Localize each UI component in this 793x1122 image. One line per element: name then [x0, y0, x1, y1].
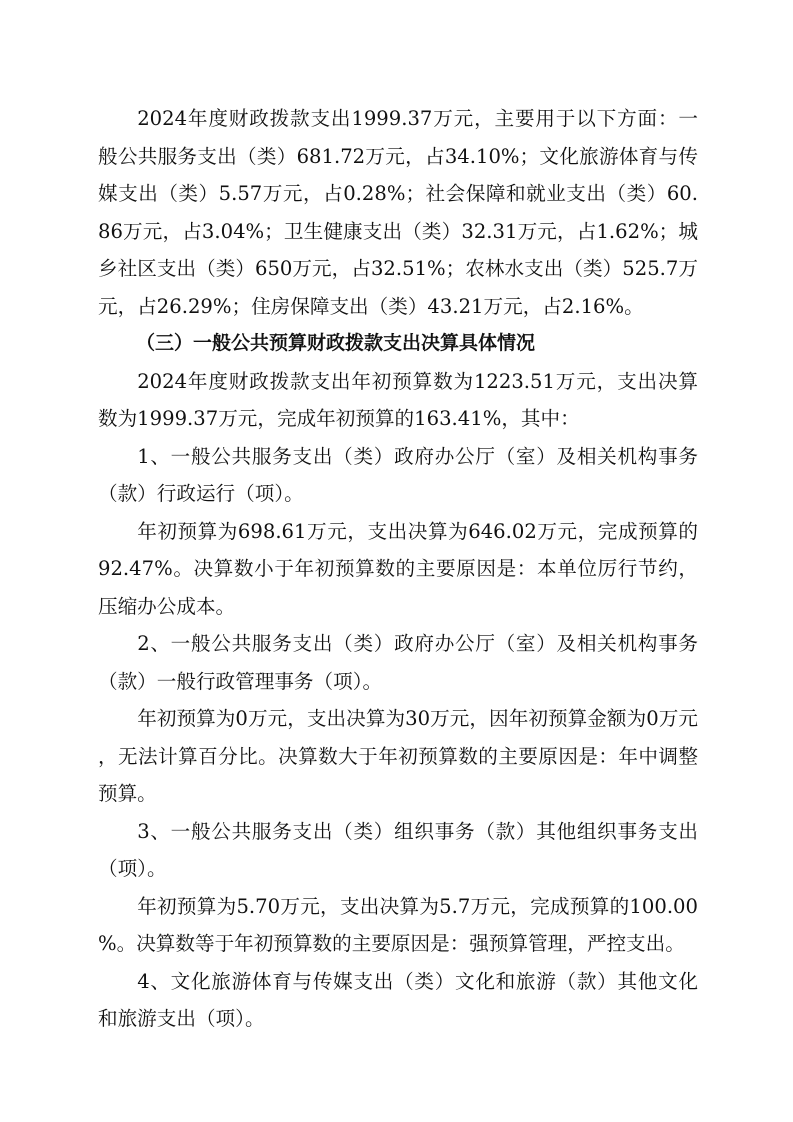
section-heading: （三）一般公共预算财政拨款支出决算具体情况	[136, 332, 536, 354]
item-2-title: 2、一般公共服务支出（类）政府办公厅（室）及相关机构事务（款）一般行政管理事务（项）。	[98, 632, 698, 693]
item-2-detail: 年初预算为0万元，支出决算为30万元，因年初预算金额为0万元，无法计算百分比。决算数大于年初预算数的主要原因是：年中调整预算。	[98, 707, 698, 805]
item-4-title: 4、文化旅游体育与传媒支出（类）文化和旅游（款）其他文化和旅游支出（项）。	[98, 969, 698, 1030]
expenditure-summary-paragraph: 2024年度财政拨款支出1999.37万元，主要用于以下方面：一般公共服务支出（类）681.72万元，占34.10%；文化旅游体育与传媒支出（类）5.57万元，占0.28%；社会保障和就业支出（类）60.86万元，占3.04%；卫生健康支出（类）32.31万元，占1.62%；城乡社区支出（类）650万元，占32.51%；农林水支出（类）525.7万元，占26.29%；住房保障支出（类）43.21万元，占2.16%。	[98, 107, 698, 318]
item-3-title: 3、一般公共服务支出（类）组织事务（款）其他组织事务支出（项）。	[98, 819, 698, 880]
document-body	[98, 100, 698, 1038]
item-1-title: 1、一般公共服务支出（类）政府办公厅（室）及相关机构事务（款）行政运行（项）。	[98, 444, 698, 505]
budget-overview-paragraph: 2024年度财政拨款支出年初预算数为1223.51万元，支出决算数为1999.37万元，完成年初预算的163.41%，其中：	[98, 369, 698, 430]
item-3-detail: 年初预算为5.70万元，支出决算为5.7万元，完成预算的100.00%。决算数等于年初预算数的主要原因是：强预算管理，严控支出。	[98, 894, 698, 955]
item-1-detail: 年初预算为698.61万元，支出决算为646.02万元，完成预算的92.47%。决算数小于年初预算数的主要原因是：本单位厉行节约，压缩办公成本。	[98, 519, 698, 618]
